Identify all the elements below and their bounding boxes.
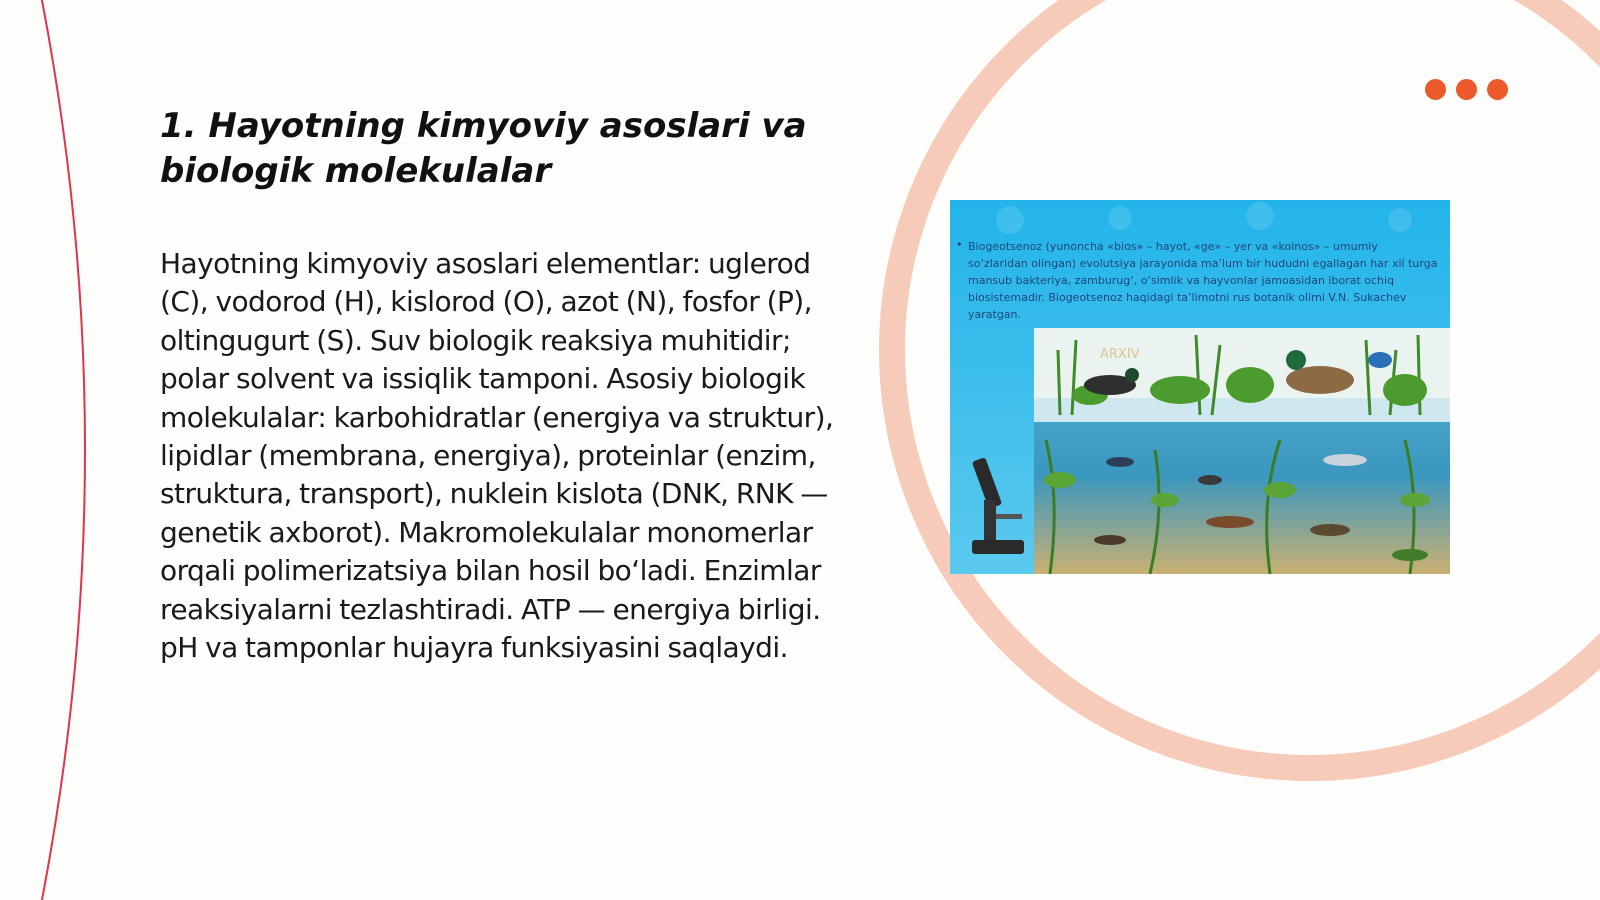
picture-caption: Biogeotsenoz (yunoncha «bios» – hayot, «ge» – yer va «koinos» – umumiy so‘zlaridan olingan) evolutsiya jarayonida ma’lum bir hududni egallagan har xil turga mansub bakteriya, zamburug‘, o‘simlik va hayvonlar jamoasidan iborat ochiq biosistemadir. Biogeotsenoz haqidagi ta’limotni rus botanik olimi V.N. Sukachev yaratgan. [968,240,1438,321]
decor-dot [1456,79,1477,100]
ecosystem-picture [950,200,1450,574]
decor-dot [1425,79,1446,100]
picture-bullet: • [956,238,963,251]
picture-watermark: ARXIV [1100,347,1140,362]
left-accent-line [40,0,85,900]
slide-title: 1. Hayotning kimyoviy asoslari va biologik molekulalar [160,106,807,191]
slide-body-text: Hayotning kimyoviy asoslari elementlar: uglerod (C), vodorod (H), kislorod (O), azot (N), fosfor (P), oltingugurt (S). Suv biologik reaksiya muhitidir; polar solvent va issiqlik tamponi. Asosiy biologik molekulalar: karbohidratlar (energiya va struktur), lipidlar (membrana, energiya), proteinlar (enzim, struktura, transport), nuklein kislota (DNK, RNK — genetik axborot). Makromolekulalar monomerlar orqali polimerizatsiya bilan hosil bo‘ladi. Enzimlar reaksiyalarni tezlashtiradi. ATP — energiya birligi. pH va tamponlar hujayra funksiyasini saqlaydi. [160,247,834,665]
decor-dots [1425,79,1515,101]
decor-dot [1487,79,1508,100]
